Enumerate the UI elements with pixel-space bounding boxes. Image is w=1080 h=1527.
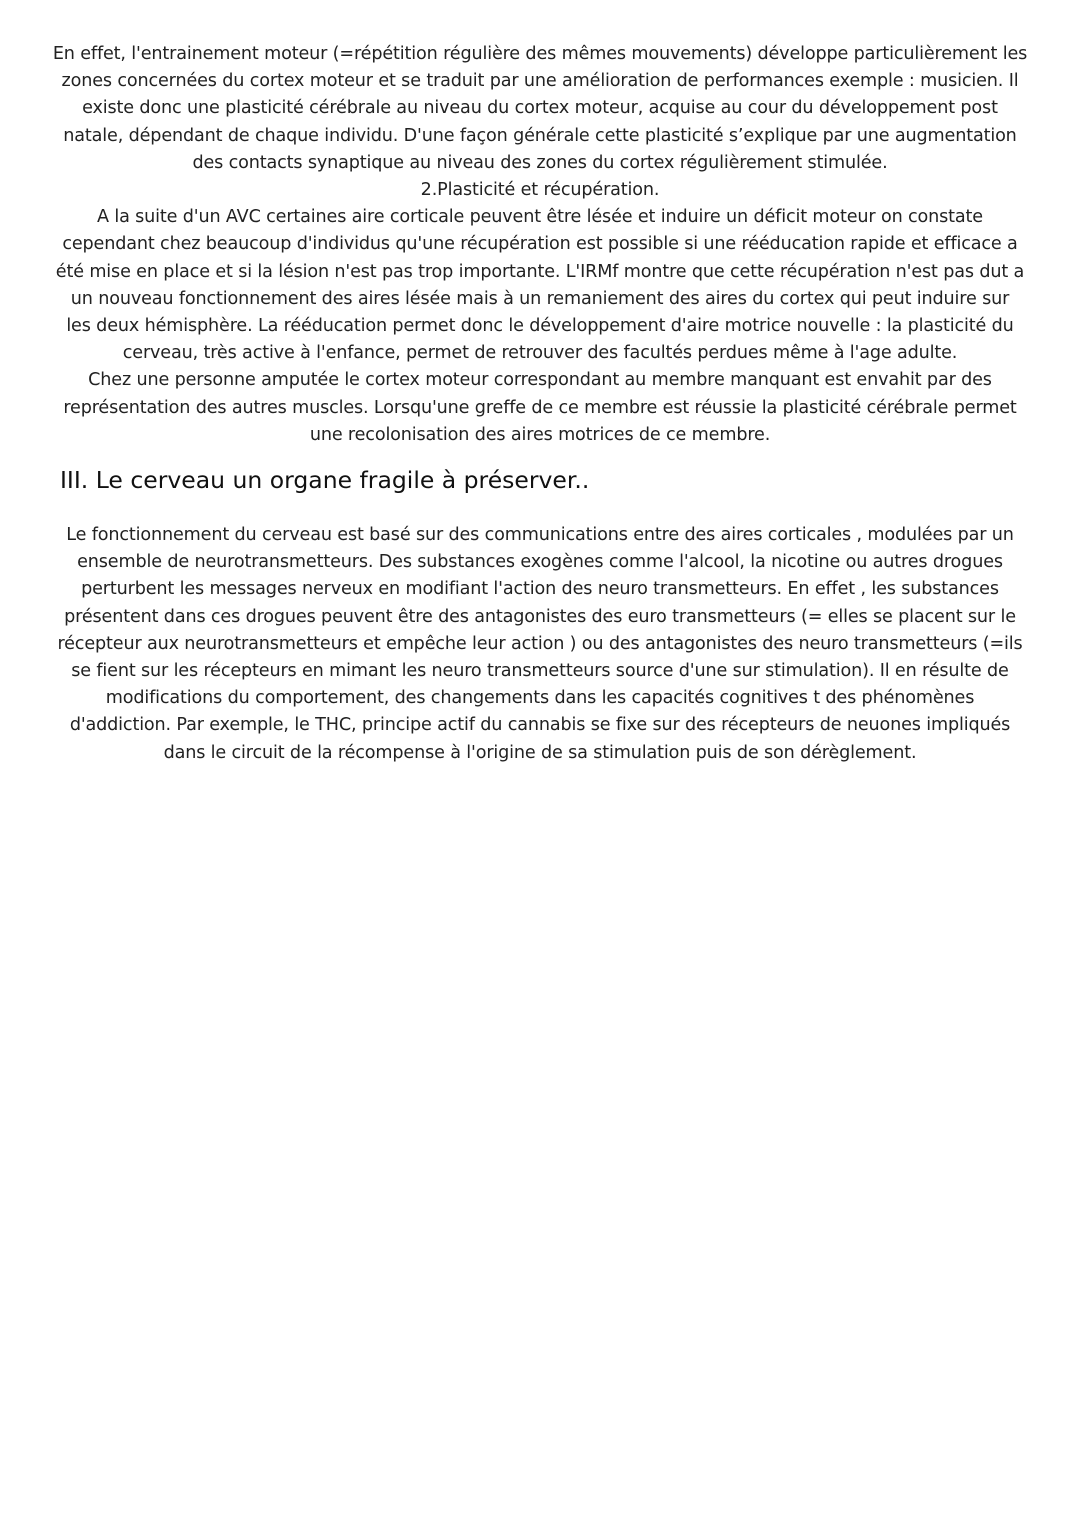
text-line: Chez une personne amputée le cortex moteur correspondant au membre manquant est envahit par des: [88, 370, 992, 391]
text-line: récepteur aux neurotransmetteurs et empêche leur action ) ou des antagonistes des neuro transmetteurs (=ils: [57, 633, 1023, 654]
text-line: dans le circuit de la récompense à l'origine de sa stimulation puis de son dérèglement.: [163, 742, 917, 763]
text-line: représentation des autres muscles. Lorsqu'une greffe de ce membre est réussie la plasticité cérébrale permet: [63, 397, 1017, 418]
text-line: En effet, l'entrainement moteur (=répétition régulière des mêmes mouvements) développe particulièrement les: [52, 44, 1028, 64]
text-line: natale, dépendant de chaque individu. D'une façon générale cette plasticité s’explique par une augmentation: [63, 125, 1017, 146]
text-line: été mise en place et si la lésion n'est pas trop importante. L'IRMf montre que cette récupération n'est pas dut a: [55, 261, 1025, 282]
text-line: cerveau, très active à l'enfance, permet de retrouver des facultés perdues même à l'age adulte.: [122, 343, 958, 364]
text-line: des contacts synaptique au niveau des zones du cortex régulièrement stimulée.: [192, 152, 888, 173]
subheading-plasticity-recovery: 2.Plasticité et récupération.: [420, 180, 660, 201]
motor-plasticity-text: [40, 41, 1040, 449]
text-line: une recolonisation des aires motrices de ce membre.: [309, 424, 771, 445]
text-line: les deux hémisphère. La rééducation permet donc le développement d'aire motrice nouvelle : la plasticité du: [66, 316, 1014, 337]
text-line: un nouveau fonctionnement des aires lésée mais à un remaniement des aires du cortex qui peut induire sur: [70, 288, 1010, 309]
text-line: perturbent les messages nerveux en modifiant l'action des neuro transmetteurs. En effet , les substances: [81, 579, 999, 600]
text-line: existe donc une plasticité cérébrale au niveau du cortex moteur, acquise au cour du développement post: [82, 98, 998, 119]
text-line: se fient sur les récepteurs en mimant les neuro transmetteurs source d'une sur stimulation). Il en résulte de: [71, 661, 1009, 682]
text-line: d'addiction. Par exemple, le THC, principe actif du cannabis se fixe sur des récepteurs de neuones impliqués: [69, 715, 1011, 736]
text-line: Le fonctionnement du cerveau est basé sur des communications entre des aires corticales , modulées par un: [66, 525, 1014, 545]
text-line: cependant chez beaucoup d'individus qu'une récupération est possible si une rééducation rapide et efficace a: [62, 234, 1018, 255]
text-line: modifications du comportement, des changements dans les capacités cognitives t des phénomènes: [105, 688, 975, 709]
text-line: ensemble de neurotransmetteurs. Des substances exogènes comme l'alcool, la nicotine ou autres drogues: [77, 552, 1003, 573]
text-line: zones concernées du cortex moteur et se traduit par une amélioration de performances exemple : musicien. Il: [61, 71, 1019, 92]
text-line: A la suite d'un AVC certaines aire corticale peuvent être lésée et induire un déficit moteur on constate: [97, 207, 983, 228]
brain-fragility-text: [40, 522, 1040, 767]
text-line: présentent dans ces drogues peuvent être des antagonistes des euro transmetteurs (= elles se placent sur le: [64, 606, 1016, 627]
section-heading: III. Le cerveau un organe fragile à préserver..: [60, 466, 590, 494]
